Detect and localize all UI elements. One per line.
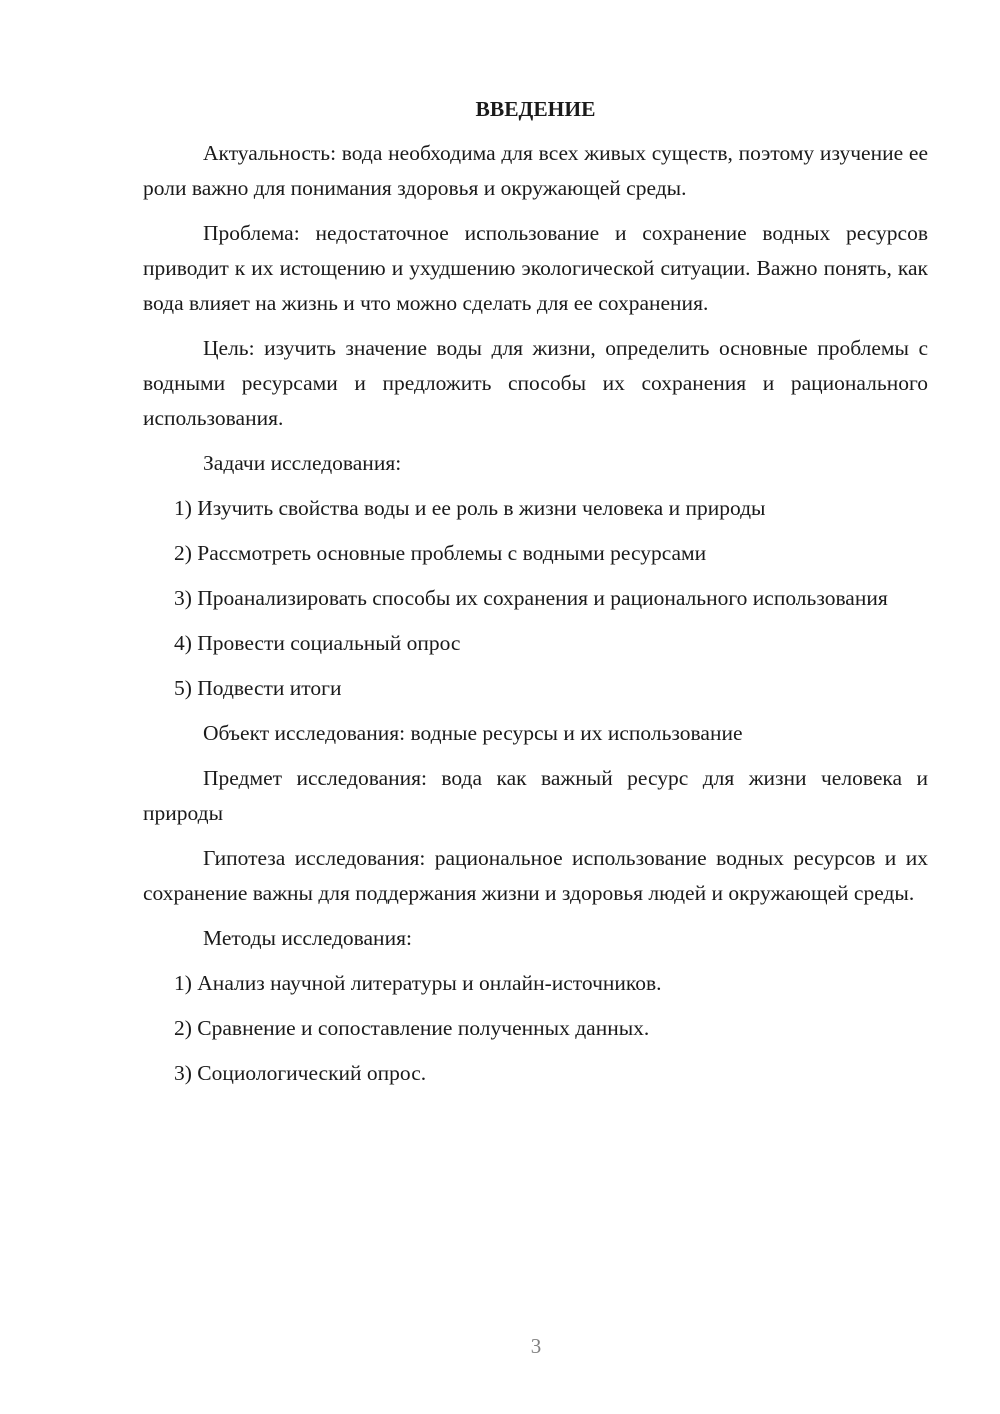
subject-paragraph: Предмет исследования: вода как важный ресурс для жизни человека и природы xyxy=(143,766,928,825)
task-item: 4) Провести социальный опрос xyxy=(174,631,461,655)
task-item: 3) Проанализировать способы их сохранения и рационального использования xyxy=(174,586,888,610)
page-number: 3 xyxy=(530,1334,542,1358)
hypothesis-paragraph: Гипотеза исследования: рациональное использование водных ресурсов и их сохранение важны для поддержания жизни и здоровья людей и окружающей среды. xyxy=(143,846,928,905)
task-item: 5) Подвести итоги xyxy=(174,676,342,700)
task-item: 2) Рассмотреть основные проблемы с водными ресурсами xyxy=(174,541,707,565)
section-title: ВВЕДЕНИЕ xyxy=(475,97,596,121)
goal-paragraph: Цель: изучить значение воды для жизни, определить основные проблемы с водными ресурсами и предложить способы их сохранения и рационального использования. xyxy=(143,336,928,430)
relevance-paragraph: Актуальность: вода необходима для всех живых существ, поэтому изучение ее роли важно для понимания здоровья и окружающей среды. xyxy=(143,141,928,200)
page-content xyxy=(143,94,928,1101)
method-item: 3) Социологический опрос. xyxy=(174,1061,427,1085)
object-paragraph: Объект исследования: водные ресурсы и их использование xyxy=(203,721,743,745)
problem-paragraph: Проблема: недостаточное использование и сохранение водных ресурсов приводит к их истощению и ухудшению экологической ситуации. Важно понять, как вода влияет на жизнь и что можно сделать для ее сохранения. xyxy=(143,221,928,315)
method-item: 2) Сравнение и сопоставление полученных данных. xyxy=(174,1016,650,1040)
method-item: 1) Анализ научной литературы и онлайн-источников. xyxy=(174,971,662,995)
methods-heading: Методы исследования: xyxy=(203,926,412,950)
tasks-heading: Задачи исследования: xyxy=(203,451,402,475)
task-item: 1) Изучить свойства воды и ее роль в жизни человека и природы xyxy=(174,496,766,520)
